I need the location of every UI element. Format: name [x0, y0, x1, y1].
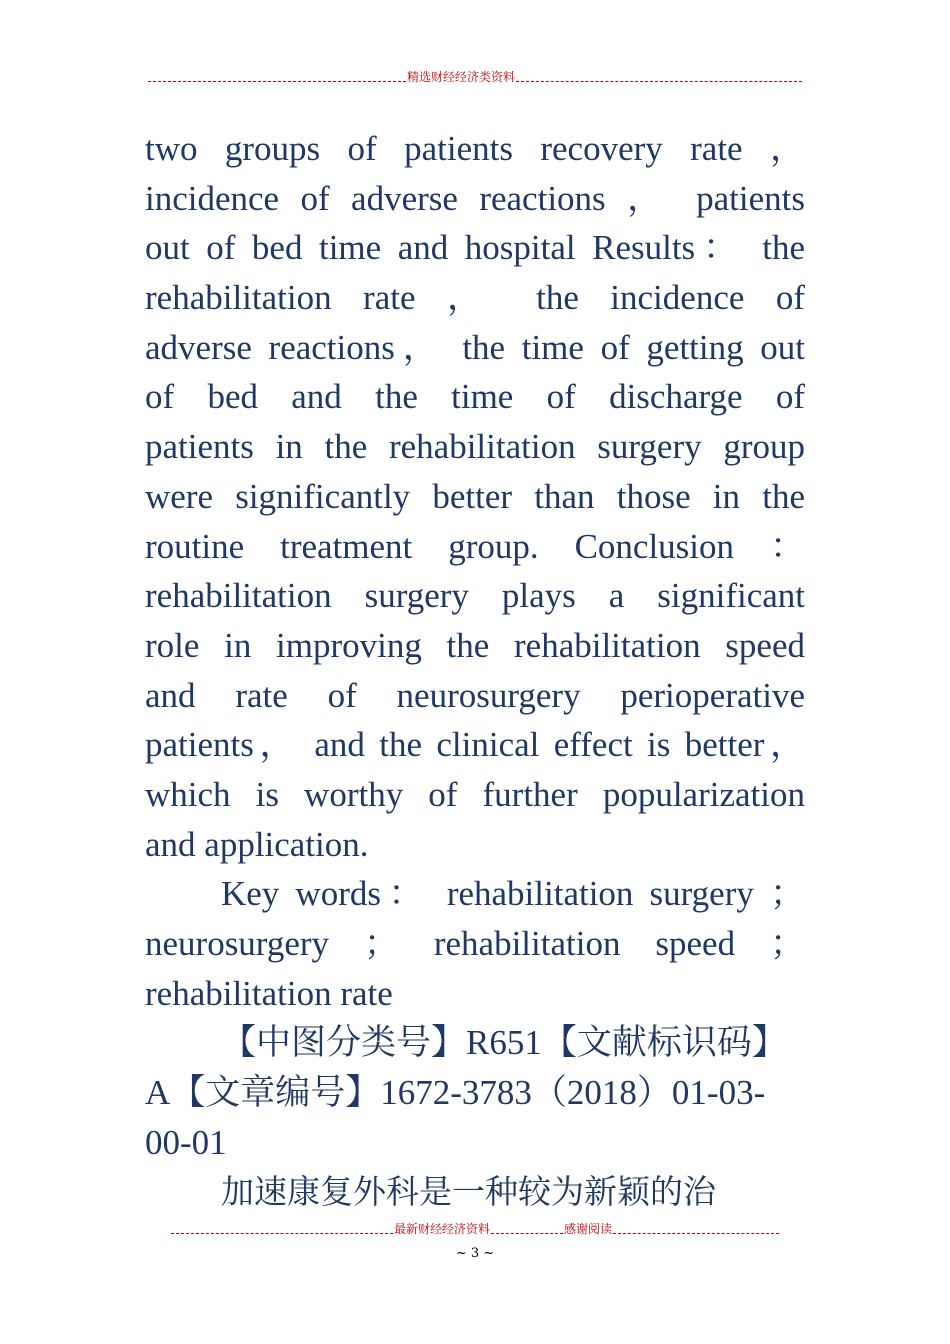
abstract-line: which is worthy of further popularization: [145, 774, 805, 814]
footer-label-1: 最新财经经济资料: [393, 1222, 490, 1236]
document-body: [145, 124, 805, 1217]
classification-line: 【中图分类号】R651【文献标识码】: [221, 1023, 787, 1063]
keywords-line: Key words： rehabilitation surgery ；: [221, 874, 805, 914]
abstract-line: incidence of adverse reactions ， patients: [145, 178, 805, 218]
abstract-last-line: and application.: [145, 824, 369, 864]
header-label: 精选财经经济类资料: [406, 70, 515, 84]
abstract-line: out of bed time and hospital Results： the: [145, 228, 805, 268]
classification-line: A【文章编号】1672-3783（2018）01-03-: [145, 1073, 766, 1113]
abstract-line: routine treatment group. Conclusion ：: [145, 526, 805, 566]
abstract-line: adverse reactions， the time of getting out: [145, 327, 805, 367]
abstract-line: of bed and the time of discharge of: [145, 377, 805, 417]
abstract-line: were significantly better than those in the: [145, 476, 805, 516]
header-rule: [145, 70, 805, 84]
abstract-line: two groups of patients recovery rate ，: [145, 129, 805, 168]
abstract-line: rehabilitation surgery plays a significant: [145, 576, 805, 616]
body-paragraph-start: 加速康复外科是一种较为新颖的治: [221, 1172, 716, 1212]
keywords-line: neurosurgery ； rehabilitation speed ；: [145, 924, 805, 963]
classification-line: 00-01: [145, 1122, 227, 1162]
footer-label-2: 感谢阅读: [564, 1222, 613, 1236]
page-number: ~ 3 ~: [455, 1246, 495, 1261]
footer-rule: [145, 1222, 805, 1236]
abstract-line: and rate of neurosurgery perioperative: [145, 675, 805, 715]
abstract-line: patients， and the clinical effect is better，: [145, 725, 805, 765]
keywords-line: rehabilitation rate: [145, 973, 393, 1013]
abstract-line: rehabilitation rate ， the incidence of: [145, 278, 805, 318]
abstract-line: role in improving the rehabilitation speed: [145, 625, 805, 665]
abstract-line: patients in the rehabilitation surgery group: [145, 427, 805, 467]
